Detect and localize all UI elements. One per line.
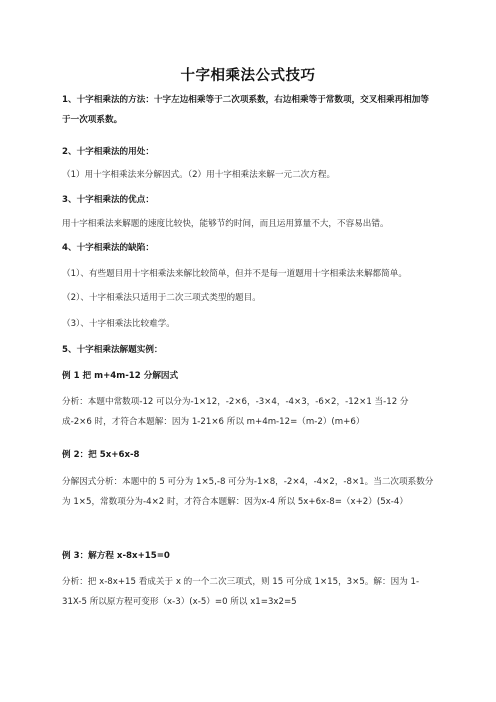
example-3-heading: 例 3：解方程 x-8x+15=0 [62,551,170,561]
section-4-item-1: （1）、有些题目用十字相乘法来解比较简单，但并不是每一道题用十字相乘法来解都简单。 [62,269,407,279]
section-4-item-3: （3）、十字相乘法比较难学。 [62,319,175,329]
example-2-body: 分解因式分析：本题中的 5 可分为 1×5,-8 可分为-1×8，-2×4，-4×2，-8×1。当二次项系数分为 1×5，常数项分为-4×2 时，才符合本题解：因为x-4 所以 5x+6x-8=（x+2）(5x-4） [62,477,434,507]
section-1-method: 1、十字相乘法的方法：十字左边相乘等于二次项系数，右边相乘等于常数项，交叉相乘再相加等于一次项系数。 [62,95,429,125]
section-5-heading: 5、十字相乘法解题实例： [62,345,163,355]
section-4-item-2: （2）、十字相乘法只适用于二次三项式类型的题目。 [62,293,261,303]
document-title: 十字相乘法公式技巧 [180,68,316,84]
example-3-body: 分析：把 x-8x+15 看成关于 x 的一个二次三项式，则 15 可分成 1×15，3×5。解：因为 1-31X-5 所以原方程可变形（x-3）(x-5）=0 所以 x1=3x2=5 [62,577,420,607]
section-2-heading: 2、十字相乘法的用处： [62,147,154,157]
section-3-heading: 3、十字相乘法的优点： [62,195,154,205]
example-1-heading: 例 1 把 m+4m-12 分解因式 [62,371,179,381]
example-1-body: 分析：本题中常数项-12 可以分为-1×12，-2×6，-3×4，-4×3，-6×2，-12×1 当-12 分成-2×6 时，才符合本题解：因为 1-21×6 所以 m+4m-12=（m-2）(m+6） [62,397,409,427]
section-4-heading: 4、十字相乘法的缺陷： [62,243,154,253]
section-3-body: 用十字相乘法来解题的速度比较快，能够节约时间，而且运用算量不大，不容易出错。 [62,219,389,229]
example-2-heading: 例 2：把 5x+6x-8 [62,450,140,460]
section-2-body: （1）用十字相乘法来分解因式。（2）用十字相乘法来解一元二次方程。 [62,170,336,180]
